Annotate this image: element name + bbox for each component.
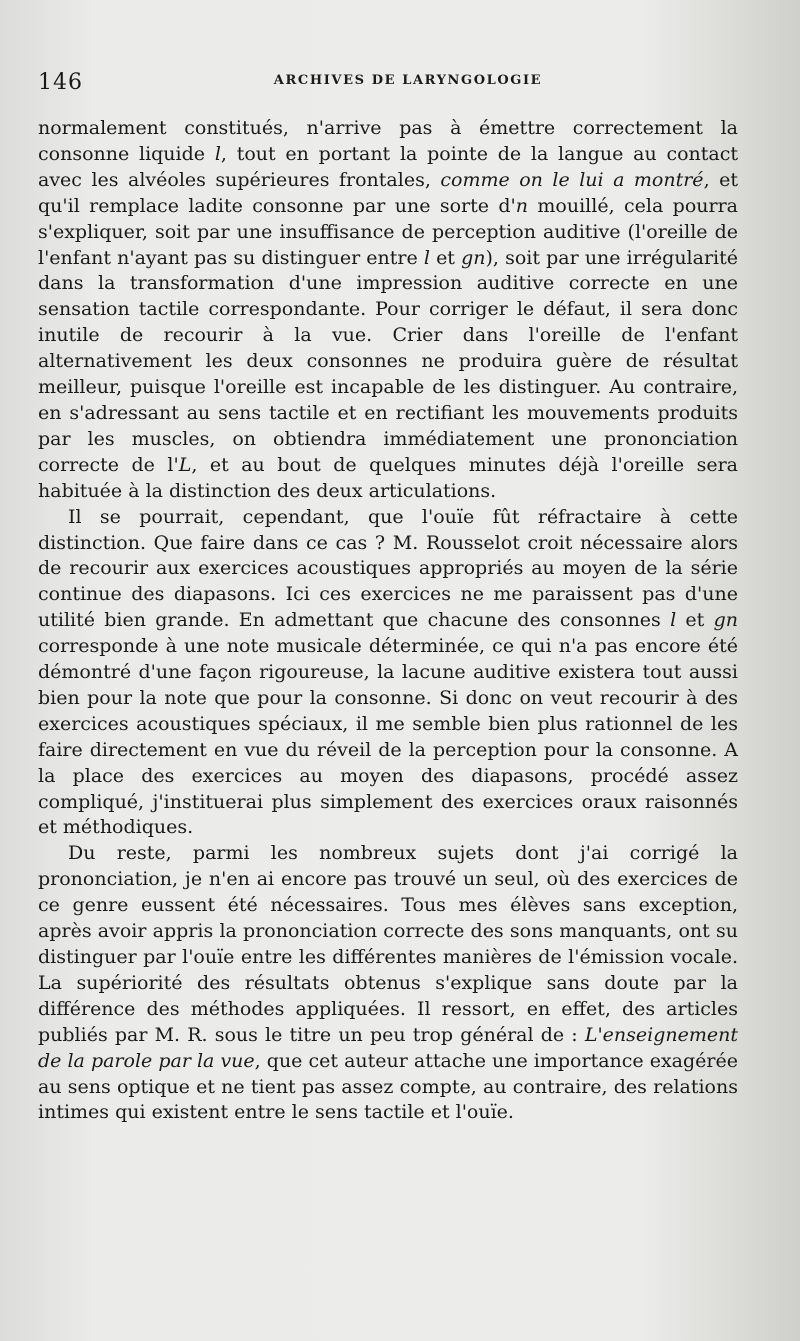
book-page <box>38 62 738 1126</box>
text-run: , tout en portant la pointe de la langue au contact avec les alvéoles supérieures frontales, <box>38 142 739 191</box>
italic-run: L <box>178 453 192 476</box>
italic-run: l <box>423 246 430 269</box>
page-header <box>38 62 738 102</box>
italic-run: L'enseignement de la parole par la vue <box>38 1023 738 1072</box>
text-run: ), soit par une irrégularité dans la transformation d'une impression auditive correcte en une sensation tactile correspondante. Pour corriger le défaut, il sera donc inutile de recourir à la vue. Crier dans l'oreille de l'enfant alternativement les deux consonnes ne produira guère de résultat meilleur, puisque l'oreille est incapable de les distinguer. Au contraire, en s'adressant au sens tactile et en rectifiant les mouvements produits par les muscles, on obtiendra immédiatement une prononciation correcte de l' <box>38 246 738 476</box>
running-head: ARCHIVES DE LARYNGOLOGIE <box>273 73 543 88</box>
text-run: et <box>676 609 714 632</box>
italic-run: comme on le lui a montré <box>440 168 704 191</box>
text-run: Il se pourrait, cependant, que l'ouïe fût réfractaire à cette distinction. Que faire dans ce cas ? M. Rousselot croit nécessaire alors de recourir aux exercices acoustiques appropriés au moyen de la série continue des diapasons. Ici ces exercices ne me paraissent pas d'une utilité bien grande. En admettant que chacune des consonnes <box>38 505 738 632</box>
italic-run: gn <box>713 609 738 632</box>
paragraph-2 <box>38 505 738 842</box>
italic-run: l <box>670 609 677 632</box>
italic-run: n <box>515 194 529 217</box>
text-run: corresponde à une note musicale déterminée, ce qui n'a pas encore été démontré d'une façon rigoureuse, la lacune auditive existera tout aussi bien pour la note que pour la consonne. Si donc on veut recourir à des exercices acoustiques spéciaux, il me semble bien plus rationnel de les faire directement en vue du réveil de la perception pour la consonne. A la place des exercices au moyen des diapasons, procédé assez compliqué, j'instituerai plus simplement des exercices oraux raisonnés et méthodiques. <box>38 635 738 839</box>
text-run: mouillé, cela pourra s'expliquer, soit par une insuffisance de perception auditive (l'oreille de l'enfant n'ayant pas su distinguer entre <box>38 194 738 269</box>
paragraph-3 <box>38 841 738 1126</box>
italic-run: gn <box>461 246 486 269</box>
text-run: Du reste, parmi les nombreux sujets dont j'ai corrigé la prononciation, je n'en ai encore pas trouvé un seul, où des exercices de ce genre eussent été nécessaires. Tous mes élèves sans exception, après avoir appris la prononciation correcte des sons manquants, ont su distinguer par l'ouïe entre les différentes manières de l'émission vocale. La supériorité des résultats obtenus s'explique sans doute par la différence des méthodes appliquées. Il ressort, en effet, des articles publiés par M. R. sous le titre un peu trop général de : <box>38 842 738 1046</box>
body-text <box>38 116 738 1126</box>
text-run: et <box>429 246 462 269</box>
paragraph-1 <box>38 116 738 505</box>
text-run: , et qu'il remplace ladite consonne par une sorte d' <box>38 168 738 217</box>
page-number: 146 <box>38 70 83 95</box>
text-run: normalement constitués, n'arrive pas à émettre correctement la consonne liquide <box>38 117 738 165</box>
text-run: , que cet auteur attache une importance exagérée au sens optique et ne tient pas assez compte, au contraire, des relations intimes qui existent entre le sens tactile et l'ouïe. <box>38 1049 738 1124</box>
italic-run: l <box>214 142 221 165</box>
text-run: , et au bout de quelques minutes déjà l'oreille sera habituée à la distinction des deux articulations. <box>38 453 738 502</box>
